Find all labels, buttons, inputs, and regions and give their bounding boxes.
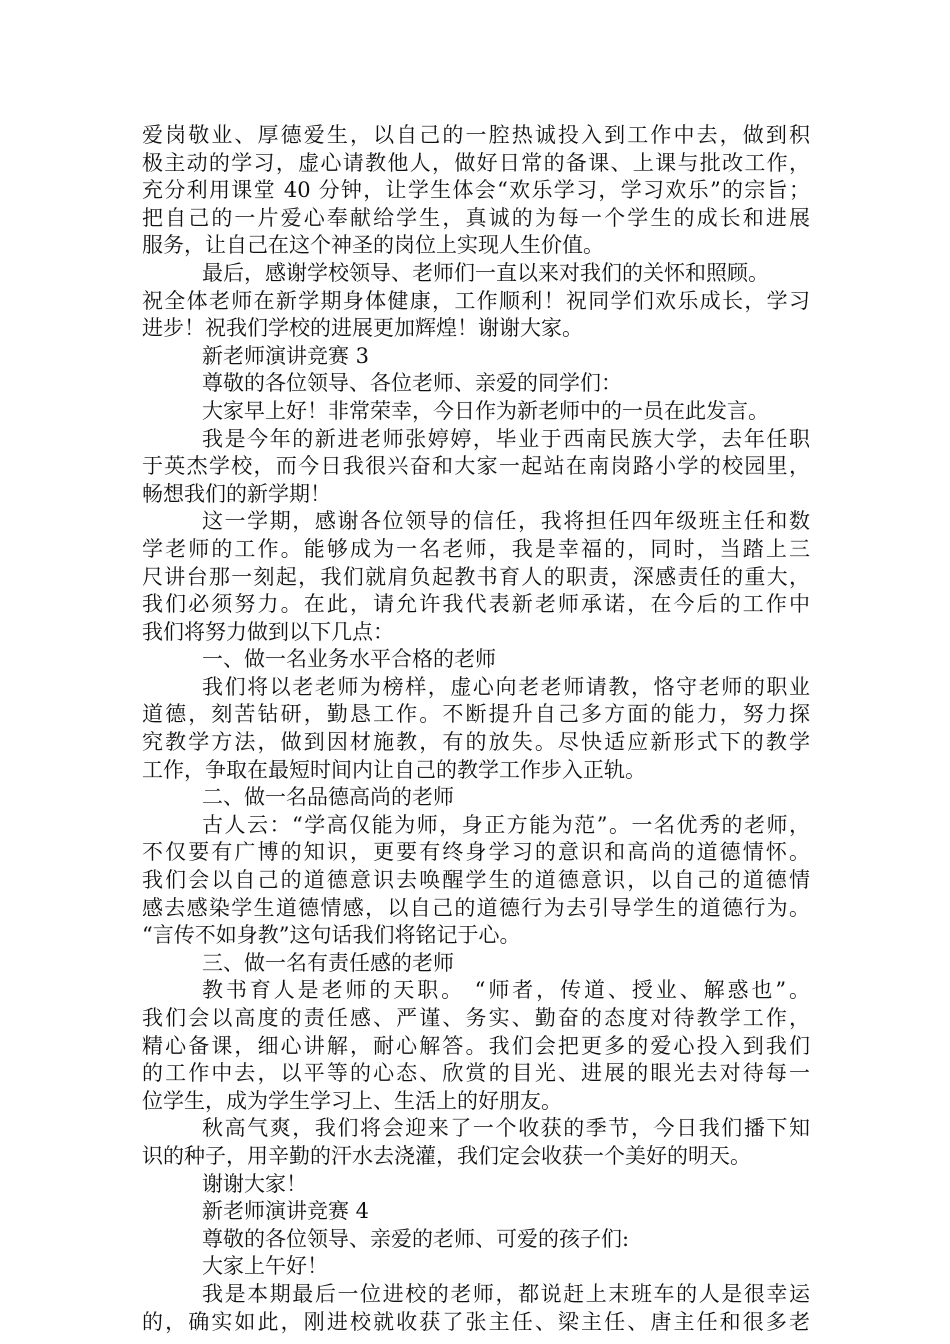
text-line: 不仅要有广博的知识，更要有终身学习的意识和高尚的道德情怀。 bbox=[142, 840, 810, 865]
text-line: 新老师演讲竞赛 3 bbox=[202, 343, 370, 368]
text-line: 的工作中去，以平等的心态、欣赏的目光、进展的眼光去对待每一 bbox=[142, 1061, 810, 1086]
text-line: 大家上午好！ bbox=[202, 1254, 328, 1279]
text-line: 感去感染学生道德情感，以自己的道德行为去引导学生的道德行为。 bbox=[142, 895, 810, 920]
text-line: 我们会以高度的责任感、严谨、务实、勤奋的态度对待教学工作， bbox=[142, 1006, 810, 1030]
text-line: 这一学期，感谢各位领导的信任，我将担任四年级班主任和数 bbox=[202, 509, 810, 534]
text-line: 我们必须努力。在此，请允许我代表新老师承诺，在今后的工作中 bbox=[142, 592, 810, 617]
text-line: 秋高气爽，我们将会迎来了一个收获的季节，今日我们播下知 bbox=[202, 1116, 810, 1141]
text-line: 的，确实如此，刚进校就收获了张主任、梁主任、唐主任和很多老 bbox=[142, 1309, 810, 1334]
text-line: 谢谢大家！ bbox=[202, 1171, 307, 1196]
text-line: 识的种子，用辛勤的汗水去浇灌，我们定会收获一个美好的明天。 bbox=[142, 1143, 751, 1168]
text-line: 最后，感谢学校领导、老师们一直以来对我们的关怀和照顾。 bbox=[202, 260, 769, 285]
text-line: 尊敬的各位领导、各位老师、亲爱的同学们： bbox=[202, 371, 622, 396]
text-line: 位学生，成为学生学习上、生活上的好朋友。 bbox=[142, 1088, 562, 1113]
text-line: 学老师的工作。能够成为一名老师，我是幸福的，同时，当踏上三 bbox=[142, 536, 810, 561]
text-line: 我们会以自己的道德意识去唤醒学生的道德意识，以自己的道德情 bbox=[142, 868, 810, 893]
text-line: 爱岗敬业、厚德爱生，以自己的一腔热诚投入到工作中去，做到积 bbox=[142, 123, 810, 147]
text-line: 服务，让自己在这个神圣的岗位上实现人生价值。 bbox=[142, 233, 604, 258]
text-line: 新老师演讲竞赛 4 bbox=[202, 1199, 370, 1224]
text-line: 道德，刻苦钻研，勤恳工作。不断提升自己多方面的能力，努力探 bbox=[142, 702, 810, 727]
text-line: “言传不如身教”这句话我们将铭记于心。 bbox=[142, 923, 521, 948]
text-line: 三、做一名有责任感的老师 bbox=[202, 950, 454, 975]
text-line: 进步！祝我们学校的进展更加辉煌！谢谢大家。 bbox=[142, 316, 583, 341]
text-line: 把自己的一片爱心奉献给学生，真诚的为每一个学生的成长和进展 bbox=[142, 205, 810, 230]
text-line: 我是本期最后一位进校的老师，都说赶上末班车的人是很幸运 bbox=[202, 1281, 810, 1306]
text-line: 尊敬的各位领导、亲爱的老师、可爱的孩子们: bbox=[202, 1226, 630, 1251]
text-line: 我们将努力做到以下几点： bbox=[142, 619, 394, 644]
text-line: 一、做一名业务水平合格的老师 bbox=[202, 647, 496, 672]
text-line: 极主动的学习，虚心请教他人，做好日常的备课、上课与批改工作， bbox=[142, 150, 810, 175]
text-line: 工作，争取在最短时间内让自己的教学工作步入正轨。 bbox=[142, 757, 646, 782]
text-line: 我是今年的新进老师张婷婷，毕业于西南民族大学，去年任职 bbox=[202, 426, 810, 451]
text-line: 畅想我们的新学期！ bbox=[142, 481, 331, 506]
text-line: 于英杰学校，而今日我很兴奋和大家一起站在南岗路小学的校园里， bbox=[142, 454, 810, 479]
text-line: 祝全体老师在新学期身体健康，工作顺利！祝同学们欢乐成长，学习 bbox=[142, 288, 810, 313]
document-body bbox=[142, 122, 810, 1336]
text-line: 大家早上好！非常荣幸，今日作为新老师中的一员在此发言。 bbox=[202, 398, 769, 423]
text-line: 精心备课，细心讲解，耐心解答。我们会把更多的爱心投入到我们 bbox=[142, 1033, 810, 1058]
text-line: 二、做一名品德高尚的老师 bbox=[202, 785, 454, 810]
text-line: 古人云：“学高仅能为师，身正方能为范”。一名优秀的老师， bbox=[202, 812, 810, 837]
text-line: 我们将以老老师为榜样，虚心向老老师请教，恪守老师的职业 bbox=[202, 674, 810, 699]
text-line: 尺讲台那一刻起，我们就肩负起教书育人的职责，深感责任的重大， bbox=[142, 564, 810, 589]
text-line: 教书育人是老师的天职。 “师者，传道、授业、解惑也”。 bbox=[202, 978, 810, 1003]
text-line: 充分利用课堂 40 分钟，让学生体会“欢乐学习，学习欢乐”的宗旨； bbox=[142, 178, 810, 203]
text-line: 究教学方法，做到因材施教，有的放失。尽快适应新形式下的教学 bbox=[142, 730, 810, 755]
